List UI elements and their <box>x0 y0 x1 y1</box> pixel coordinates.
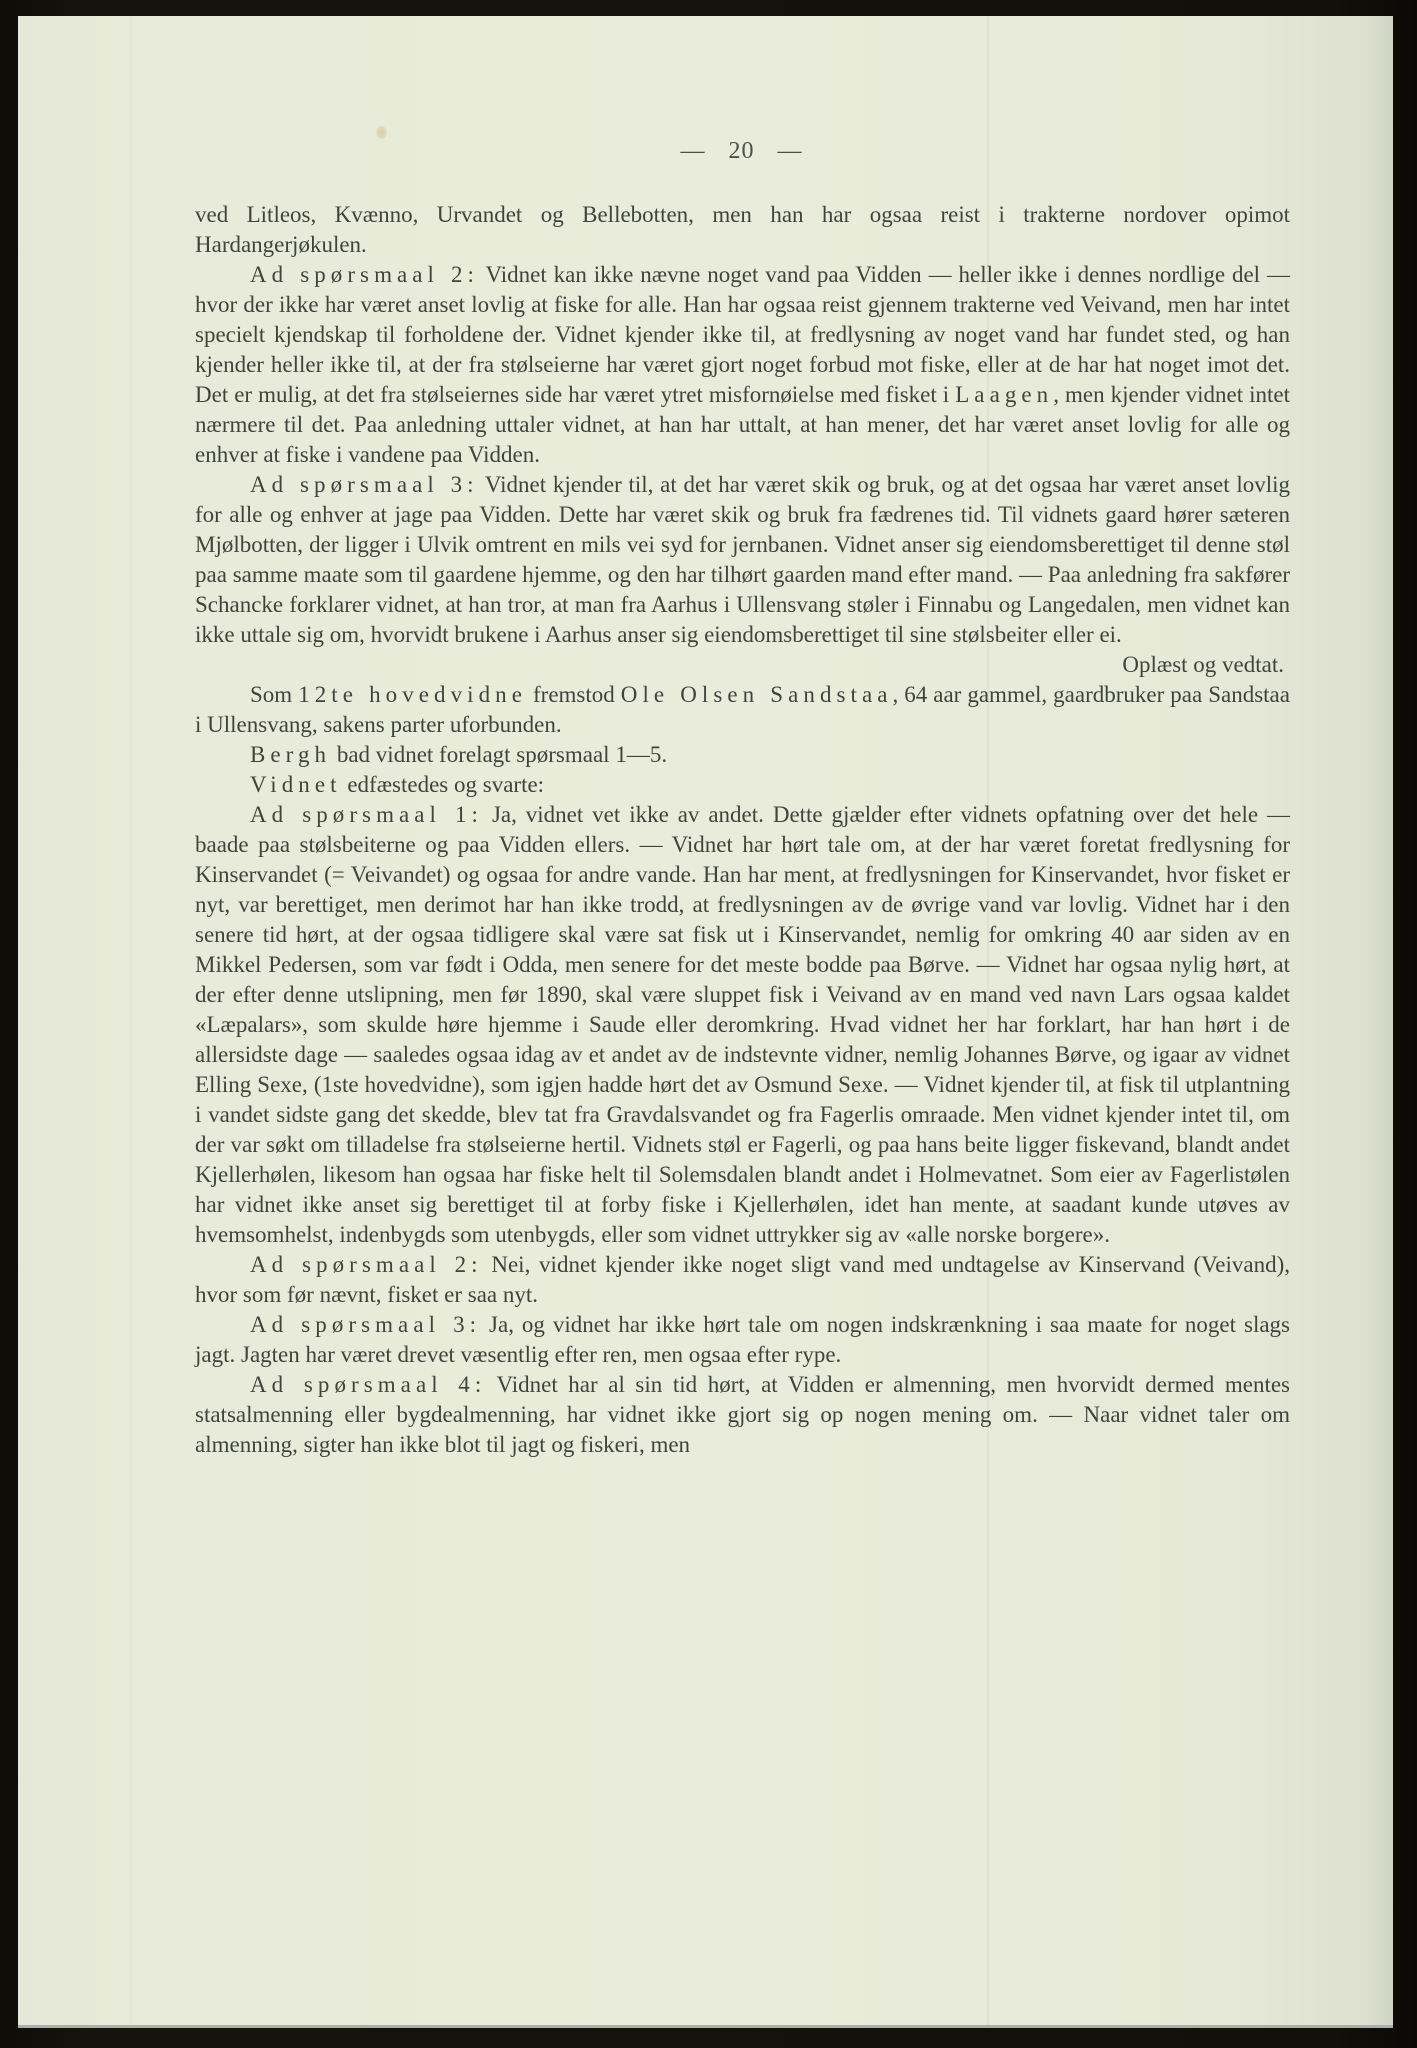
scan-streak <box>130 16 132 2025</box>
body-text: Vidnet kan ikke nævne noget vand paa Vidden — heller ikke i dennes nordlige del — hvor der ikke har været anset lovlig at fiske for alle. Han har ogsaa reist gjennem trakterne ved Veivand, men har intet specielt kjendskap til forholdene der. Vidnet kjender ikke til, at fredlysning av noget vand har fundet sted, og han kjender heller ikke til, at der fra stølseierne har været gjort noget forbud mot fiske, eller at de har hat noget imot det. Det er mulig, at det fra stølseiernes side har været ytret misfornøielse med fisket i <box>195 262 1290 407</box>
body-text: Ja, vidnet vet ikke av andet. Dette gjælder efter vidnets opfatning over det hele — baade paa stølsbeiterne og paa Vidden ellers. — Vidnet har hørt tale om, at der har været foretat fredlysning for Kinservandet (= Veivandet) og ogsaa for andre vande. Han har ment, at fredlysningen for Kinservandet, hvor fisket er nyt, var berettiget, men derimot har han ikke trodd, at fredlysningen av de øvrige vand var lovlig. Vidnet har i den senere tid hørt, at der ogsaa tidligere skal være sat fisk ut i Kinservandet, nemlig for omkring 40 aar siden av en Mikkel Pedersen, som var født i Odda, men senere for det meste bodde paa Børve. — Vidnet har ogsaa nylig hørt, at der efter denne utslipning, men før 1890, skal være sluppet fisk i Veivand av en mand ved navn Lars ogsaa kaldet «Læpalars», som skulde høre hjemme i Saude eller deromkring. Hvad vidnet her har forklart, har han hørt i de allersidste dage — saaledes ogsaa idag av et andet av de indstevnte vidner, nemlig Johannes Børve, og igaar av vidnet Elling Sexe, (1ste hovedvidne), som igjen hadde hørt det av Osmund Sexe. — Vidnet kjender til, at fisk til utplantning i vandet sidste gang det skedde, blev tat fra Gravdalsvandet og fra Fagerlis omraade. Men vidnet kjender intet til, om der var søkt om tilladelse fra stølseierne hertil. Vidnets støl er Fagerli, og paa hans beite ligger fiskevand, blandt andet Kjellerhølen, likesom han ogsaa har fiske helt til Solemsdalen blandt andet i Holmevatnet. Som eier av Fagerlistølen har vidnet ikke anset sig berettiget til at forby fiske i Kjellerhølen, idet han mente, at saadant kunde utøves av hvemsomhelst, indenbygds som utenbygds, eller som vidnet uttrykker sig av «alle norske borgere». <box>195 802 1290 1247</box>
paragraph <box>195 1310 1290 1370</box>
letterspaced-text: Ad spørsmaal 3: <box>250 1312 482 1337</box>
letterspaced-text: Ad spørsmaal 3: <box>250 472 479 497</box>
paragraph <box>195 800 1290 1250</box>
paragraph <box>195 470 1290 650</box>
body-text: Ja, og vidnet har ikke hørt tale om nogen indskrænkning i saa maate for noget slags jagt. Jagten har været drevet væsentlig efter ren, men ogsaa efter rype. <box>195 1312 1290 1367</box>
paragraph <box>195 260 1290 470</box>
body-text: , 64 aar gammel, gaardbruker paa Sandstaa i Ullensvang, sakens parter uforbunden. <box>195 682 1290 737</box>
letterspaced-text: Laagen <box>955 382 1054 407</box>
paragraph <box>195 650 1290 680</box>
text-block <box>195 200 1290 1460</box>
body-text: ved Litleos, Kvænno, Urvandet og Bellebotten, men han har ogsaa reist i trakterne nordover opimot Hardangerjøkulen. <box>195 202 1290 257</box>
paragraph <box>195 740 1290 770</box>
paragraph <box>195 1250 1290 1310</box>
body-text: Som <box>250 682 299 707</box>
body-text: , men kjender vidnet intet nærmere til det. Paa anledning uttaler vidnet, at han har uttalt, at han mener, det har været anset lovlig for alle og enhver at fiske i vandene paa Vidden. <box>195 382 1290 467</box>
paragraph <box>195 1370 1290 1460</box>
body-text: edfæstedes og svarte: <box>341 772 545 797</box>
page-number: — 20 — <box>680 138 803 164</box>
letterspaced-text: Bergh <box>250 742 332 767</box>
body-text: Oplæst og vedtat. <box>1122 652 1284 677</box>
letterspaced-text: Ole Olsen Sandstaa <box>620 682 893 707</box>
body-text: Vidnet har al sin tid hørt, at Vidden er almenning, men hvorvidt dermed mentes statsalmenning eller bygdealmenning, har vidnet ikke gjort sig op nogen mening om. — Naar vidnet taler om almenning, sigter han ikke blot til jagt og fiskeri, men <box>195 1372 1290 1457</box>
letterspaced-text: Vidnet <box>250 772 342 797</box>
body-text: fremstod <box>527 682 621 707</box>
paragraph <box>195 680 1290 740</box>
body-text: bad vidnet forelagt spørsmaal 1—5. <box>331 742 668 767</box>
paragraph <box>195 200 1290 260</box>
letterspaced-text: Ad spørsmaal 1: <box>250 802 484 827</box>
body-text: Nei, vidnet kjender ikke noget sligt vand med undtagelse av Kinservand (Veivand), hvor som før nævnt, fisket er saa nyt. <box>195 1252 1290 1307</box>
letterspaced-text: Ad spørsmaal 4: <box>250 1372 487 1397</box>
letterspaced-text: Ad spørsmaal 2: <box>250 262 479 287</box>
paragraph <box>195 770 1290 800</box>
letterspaced-text: Ad spørsmaal 2: <box>250 1252 483 1277</box>
scanned-page <box>18 16 1393 2028</box>
body-text: Vidnet kjender til, at det har været skik og bruk, og at det ogsaa har været anset lovlig for alle og enhver at jage paa Vidden. Dette har været skik og bruk fra fædrenes tid. Til vidnets gaard hører sæteren Mjølbotten, der ligger i Ulvik omtrent en mils vei syd for jernbanen. Vidnet anser sig eiendomsberettiget til denne støl paa samme maate som til gaardene hjemme, og den har tilhørt gaarden mand efter mand. — Paa anledning fra sakfører Schancke forklarer vidnet, at han tror, at man fra Aarhus i Ullensvang støler i Finnabu og Langedalen, men vidnet kan ikke uttale sig om, hvorvidt brukene i Aarhus anser sig eiendomsberettiget til sine stølsbeiter eller ei. <box>195 472 1290 647</box>
letterspaced-text: 12te hovedvidne <box>298 682 527 707</box>
